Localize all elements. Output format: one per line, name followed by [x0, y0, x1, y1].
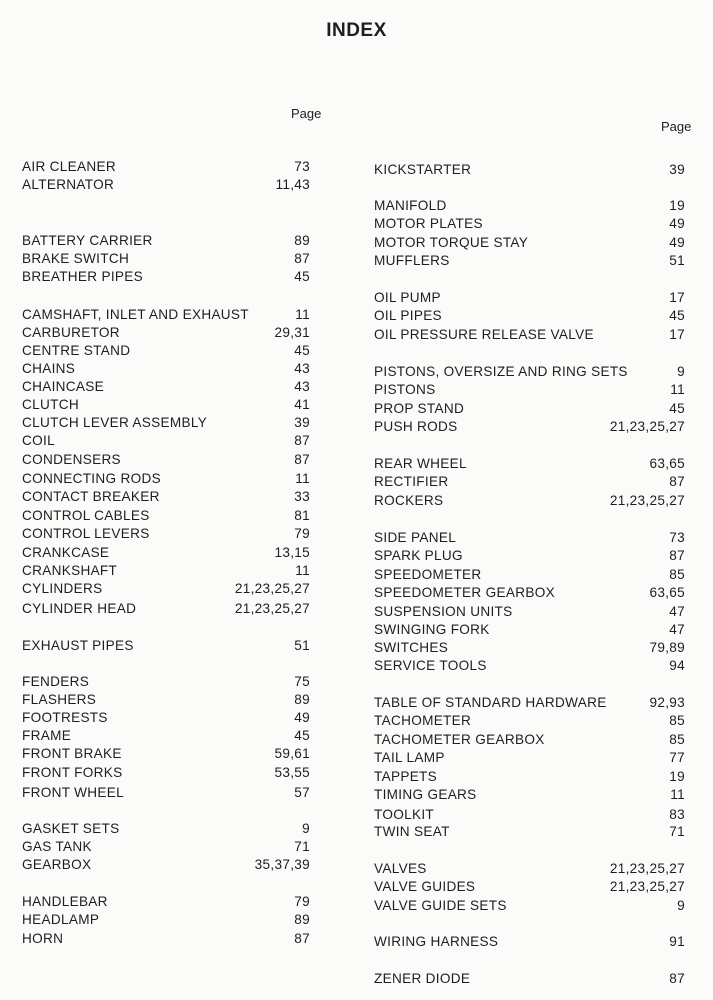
left-index-entry	[22, 745, 310, 762]
index-term: CONNECTING RODS	[22, 471, 161, 486]
right-index-entry	[374, 455, 685, 472]
index-page-number: 51	[294, 638, 310, 653]
left-index-entry	[22, 930, 310, 947]
left-index-entry	[22, 158, 310, 175]
right-index-entry	[374, 694, 685, 711]
index-term: FLASHERS	[22, 692, 97, 707]
index-term: OIL PUMP	[374, 290, 441, 305]
index-page-number: 85	[669, 713, 685, 728]
index-term: TAPPETS	[374, 769, 438, 784]
left-index-entry	[22, 324, 310, 341]
index-term: HEADLAMP	[22, 912, 100, 927]
index-term: ALTERNATOR	[22, 177, 115, 192]
index-page-number: 43	[294, 379, 310, 394]
right-index-entry	[374, 639, 685, 656]
index-term: ZENER DIODE	[374, 971, 471, 986]
page-title: INDEX	[326, 20, 387, 41]
index-page-number: 11	[670, 787, 685, 802]
index-page-number: 51	[669, 253, 685, 268]
index-term: CARBURETOR	[22, 325, 120, 340]
right-index-entry	[374, 657, 685, 674]
left-index-entry	[22, 250, 310, 267]
index-page-number: 21,23,25,27	[234, 601, 310, 616]
index-page-number: 87	[669, 971, 685, 986]
index-page-number: 73	[294, 159, 310, 174]
index-page-number: 89	[294, 912, 310, 927]
left-index-entry	[22, 709, 310, 726]
left-index-entry	[22, 764, 310, 781]
index-term: VALVE GUIDE SETS	[374, 898, 507, 913]
index-page-number: 45	[669, 401, 685, 416]
index-page-number: 17	[669, 327, 685, 342]
left-index-entry	[22, 691, 310, 708]
index-page-number: 91	[669, 934, 685, 949]
index-page-number: 59,61	[274, 746, 310, 761]
index-page-number: 87	[294, 251, 310, 266]
index-page-number: 41	[294, 397, 310, 412]
index-term: OIL PRESSURE RELEASE VALVE	[374, 327, 594, 342]
index-page-number: 79,89	[649, 640, 685, 655]
index-term: TOOLKIT	[374, 807, 435, 822]
index-page-number: 49	[294, 710, 310, 725]
index-page-number: 21,23,25,27	[234, 581, 310, 596]
right-index-entry	[374, 731, 685, 748]
index-term: KICKSTARTER	[374, 162, 472, 177]
right-index-entry	[374, 584, 685, 601]
index-page-number: 11	[295, 307, 310, 322]
left-index-entry	[22, 306, 310, 323]
index-term: WIRING HARNESS	[374, 934, 499, 949]
index-term: CAMSHAFT, INLET AND EXHAUST	[22, 307, 249, 322]
index-term: CYLINDER HEAD	[22, 601, 137, 616]
right-index-entry	[374, 307, 685, 324]
left-index-entry	[22, 580, 310, 597]
right-index-entry	[374, 197, 685, 214]
index-page-number: 81	[294, 508, 310, 523]
index-term: RECTIFIER	[374, 474, 449, 489]
left-index-entry	[22, 893, 310, 910]
index-page-number: 57	[294, 785, 310, 800]
index-term: SPEEDOMETER	[374, 567, 482, 582]
index-page-number: 73	[669, 530, 685, 545]
index-term: SPARK PLUG	[374, 548, 463, 563]
index-page-number: 35,37,39	[254, 857, 310, 872]
left-index-entry	[22, 525, 310, 542]
right-index-entry	[374, 381, 685, 398]
index-page-number: 87	[294, 452, 310, 467]
index-page-number: 53,55	[274, 765, 310, 780]
index-term: CONDENSERS	[22, 452, 121, 467]
index-page-number: 71	[669, 824, 685, 839]
index-term: CRANKSHAFT	[22, 563, 118, 578]
index-term: FRAME	[22, 728, 72, 743]
index-term: HANDLEBAR	[22, 894, 108, 909]
right-index-entry	[374, 566, 685, 583]
right-index-entry	[374, 473, 685, 490]
right-index-entry	[374, 161, 685, 178]
index-term: SWITCHES	[374, 640, 449, 655]
left-index-entry	[22, 342, 310, 359]
right-index-entry	[374, 215, 685, 232]
index-term: TABLE OF STANDARD HARDWARE	[374, 695, 607, 710]
index-page-number: 87	[294, 931, 310, 946]
index-page-number: 89	[294, 692, 310, 707]
left-index-entry	[22, 820, 310, 837]
index-term: CENTRE STAND	[22, 343, 131, 358]
right-index-entry	[374, 806, 685, 823]
right-index-entry	[374, 529, 685, 546]
index-page-number: 21,23,25,27	[609, 861, 685, 876]
right-page-header: Page	[661, 119, 692, 134]
index-page-number: 45	[294, 728, 310, 743]
left-index-entry	[22, 176, 310, 193]
right-index-entry	[374, 492, 685, 509]
index-page-number: 43	[294, 361, 310, 376]
index-page-number: 45	[294, 343, 310, 358]
index-page-number: 63,65	[649, 585, 685, 600]
index-term: CRANKCASE	[22, 545, 110, 560]
index-page-number: 21,23,25,27	[609, 419, 685, 434]
left-index-entry	[22, 360, 310, 377]
index-page-number: 21,23,25,27	[609, 879, 685, 894]
right-index-entry	[374, 933, 685, 950]
index-term: OIL PIPES	[374, 308, 442, 323]
index-page-number: 89	[294, 233, 310, 248]
index-term: CONTROL LEVERS	[22, 526, 150, 541]
right-index-entry	[374, 400, 685, 417]
index-page-number: 13,15	[274, 545, 310, 560]
left-index-entry	[22, 507, 310, 524]
index-term: BATTERY CARRIER	[22, 233, 153, 248]
index-term: MANIFOLD	[374, 198, 447, 213]
index-term: CYLINDERS	[22, 581, 103, 596]
index-term: CONTACT BREAKER	[22, 489, 160, 504]
index-term: FRONT BRAKE	[22, 746, 122, 761]
index-term: GASKET SETS	[22, 821, 120, 836]
right-index-entry	[374, 547, 685, 564]
left-index-entry	[22, 727, 310, 744]
index-term: TWIN SEAT	[374, 824, 450, 839]
index-page-number: 29,31	[274, 325, 310, 340]
index-term: AIR CLEANER	[22, 159, 116, 174]
index-term: GEARBOX	[22, 857, 92, 872]
right-index-entry	[374, 786, 685, 803]
index-term: ROCKERS	[374, 493, 444, 508]
left-index-entry	[22, 544, 310, 561]
index-page-number: 87	[669, 548, 685, 563]
index-page-number: 71	[294, 839, 310, 854]
left-index-entry	[22, 673, 310, 690]
index-term: HORN	[22, 931, 64, 946]
left-index-entry	[22, 378, 310, 395]
index-term: PUSH RODS	[374, 419, 458, 434]
index-page-number: 85	[669, 567, 685, 582]
index-page-number: 49	[669, 235, 685, 250]
index-term: SIDE PANEL	[374, 530, 457, 545]
left-index-entry	[22, 488, 310, 505]
index-page-number: 87	[669, 474, 685, 489]
index-term: PISTONS, OVERSIZE AND RING SETS	[374, 364, 628, 379]
index-term: SUSPENSION UNITS	[374, 604, 513, 619]
index-term: CHAINCASE	[22, 379, 105, 394]
left-index-entry	[22, 856, 310, 873]
right-index-entry	[374, 418, 685, 435]
index-page-number: 83	[669, 807, 685, 822]
index-term: PROP STAND	[374, 401, 465, 416]
index-page-number: 79	[294, 894, 310, 909]
right-index-entry	[374, 289, 685, 306]
index-term: FOOTRESTS	[22, 710, 108, 725]
index-page-number: 11,43	[275, 177, 310, 192]
index-page-number: 77	[669, 750, 685, 765]
index-term: COIL	[22, 433, 55, 448]
left-index-entry	[22, 470, 310, 487]
right-index-entry	[374, 768, 685, 785]
index-term: SWINGING FORK	[374, 622, 490, 637]
index-page-number: 39	[669, 162, 685, 177]
index-term: PISTONS	[374, 382, 436, 397]
left-index-entry	[22, 432, 310, 449]
index-page-number: 92,93	[649, 695, 685, 710]
index-page-number: 19	[669, 198, 685, 213]
index-term: MUFFLERS	[374, 253, 450, 268]
index-page-number: 47	[669, 622, 685, 637]
left-index-entry	[22, 451, 310, 468]
index-page-number: 47	[669, 604, 685, 619]
index-term: REAR WHEEL	[374, 456, 467, 471]
right-index-entry	[374, 897, 685, 914]
index-page-number: 63,65	[649, 456, 685, 471]
index-term: GAS TANK	[22, 839, 92, 854]
index-page-number: 11	[670, 382, 685, 397]
index-term: CONTROL CABLES	[22, 508, 150, 523]
index-term: SERVICE TOOLS	[374, 658, 487, 673]
right-index-entry	[374, 712, 685, 729]
index-page-number: 39	[294, 415, 310, 430]
index-term: FRONT WHEEL	[22, 785, 124, 800]
index-page-number: 11	[295, 563, 310, 578]
right-index-entry	[374, 823, 685, 840]
index-page-number: 87	[294, 433, 310, 448]
index-page-number: 75	[294, 674, 310, 689]
index-page-number: 9	[302, 821, 310, 836]
index-term: BRAKE SWITCH	[22, 251, 130, 266]
index-term: CHAINS	[22, 361, 76, 376]
index-page-number: 49	[669, 216, 685, 231]
left-index-entry	[22, 600, 310, 617]
index-term: TACHOMETER	[374, 713, 472, 728]
index-term: BREATHER PIPES	[22, 269, 144, 284]
left-index-entry	[22, 414, 310, 431]
left-index-entry	[22, 784, 310, 801]
right-index-entry	[374, 860, 685, 877]
right-index-entry	[374, 878, 685, 895]
index-term: TIMING GEARS	[374, 787, 477, 802]
index-page-number: 85	[669, 732, 685, 747]
right-index-entry	[374, 603, 685, 620]
index-page-number: 9	[677, 898, 685, 913]
right-index-entry	[374, 749, 685, 766]
index-page-number: 11	[295, 471, 310, 486]
index-page-number: 45	[294, 269, 310, 284]
index-term: TAIL LAMP	[374, 750, 445, 765]
index-page-number: 94	[669, 658, 685, 673]
index-term: TACHOMETER GEARBOX	[374, 732, 545, 747]
index-page-number: 79	[294, 526, 310, 541]
index-term: EXHAUST PIPES	[22, 638, 134, 653]
index-term: VALVES	[374, 861, 427, 876]
index-term: SPEEDOMETER GEARBOX	[374, 585, 555, 600]
index-term: FRONT FORKS	[22, 765, 123, 780]
index-term: CLUTCH	[22, 397, 79, 412]
left-index-entry	[22, 232, 310, 249]
right-index-entry	[374, 621, 685, 638]
index-term: CLUTCH LEVER ASSEMBLY	[22, 415, 208, 430]
index-term: MOTOR PLATES	[374, 216, 483, 231]
right-index-entry	[374, 234, 685, 251]
index-term: FENDERS	[22, 674, 90, 689]
index-page-number: 17	[669, 290, 685, 305]
index-page-number: 45	[669, 308, 685, 323]
right-index-entry	[374, 326, 685, 343]
left-index-entry	[22, 838, 310, 855]
index-page-number: 9	[677, 364, 685, 379]
left-page-header: Page	[291, 106, 322, 121]
index-term: VALVE GUIDES	[374, 879, 476, 894]
right-index-entry	[374, 363, 685, 380]
right-index-entry	[374, 252, 685, 269]
left-index-entry	[22, 637, 310, 654]
left-index-entry	[22, 911, 310, 928]
index-page-number: 21,23,25,27	[609, 493, 685, 508]
left-index-entry	[22, 268, 310, 285]
index-page-number: 19	[669, 769, 685, 784]
left-index-entry	[22, 396, 310, 413]
index-term: MOTOR TORQUE STAY	[374, 235, 529, 250]
right-index-entry	[374, 970, 685, 987]
left-index-entry	[22, 562, 310, 579]
index-page-number: 33	[294, 489, 310, 504]
